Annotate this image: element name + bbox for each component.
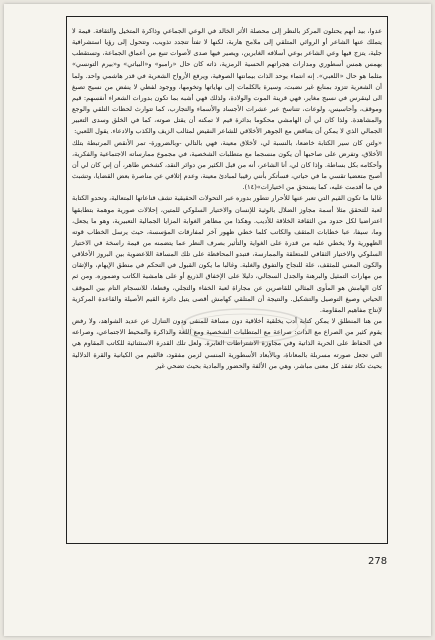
paragraph-3: غالبا ما تكون القيم التي تعبر عنها للأحرار تتطور بدوره عبر التحولات الحقيقية تشف قناعاتها المتعالية، وتحدو الكتابة لعبة للتحقق مثلا أسمة مجاوز الضلال بالوثية للإنسان والاختيار السلوكي للمتين، إحلالات صورية موهمة بتطابقها اعتراضيا لكل حدود من الثقافة الخلاقة للأديب. وهكذا من مظاهر الغوابة المزايا الجمالية التعبيرية، وهو ما يجعل، وما، سيفا، عبا خطابات المثقف والكاتب كلما خطي ظهور آخر لمفارقات المؤسسة، حيث يرسل الخطاب قوته الظهورية ولا يخطي عليه من قدرة على الغواية والتأثير بصرف النظر عما يتضمنه من قيمة راسخة في الاختيار السلوكي والاختيار الثقافي للمتعلقة والممارسة، فتبدو المحافظة على تلك المسافة اللاعضوية بين البروز الأخلاقي والكون المعني للمثقف، علة للنجاح والتفوق والغلبة. وغالبا ما يكون القبول في التحكم في منطق الإيهام، والإتقان من مهارات التمثيل والبرهنة والجدل السجالي، دليلا على الإخفاق الذريع أو على هامشية الكاتب وضموره. ومن ثم كان الهامش هو المأوى المثالي للقاصرين عن مجاراة لعبة الخفاء والتجلي، وقطعا، للانسجام التام بين الموقف الحياتي وصيغ التوصيل والتشكيل. والنتيجة أن المتلقي كهامش أقصى يتيل دائرة القيم الأصيلة والقاعدة المركزية لإنتاج مفاهيم المقاومة.	[72, 194, 382, 314]
paragraph-2-quote: «ولتن كان سير الكتابة خاضعا، بالنسبة لي، لأخلاق معينة، فهي بالتالي -وبالضرورة- تمر الأنقص المرتبطة بتلك الأخلاق، وتفرض على صاحبها أن يكون منسجما مع متطلبات الشخصية، في مجموع ممارساته الاجتماعية والفكرية، وأحكامه بكل بساطة. وإذا كان لي، أنا الشاعر، أنه من قبل الكثير من دوائر النقد، كشخص طاهر، أن إني كان لي أن أصبح متعضيا تقسي ما في حياتي، فسأتكر بأنني رقيبا لمبادئ معينة، وعدم إثلافي عن مناصرة بعض القضايا، وتشبث في ما أقدمت عليه، كما يستحق من اختيارات»(١٤).	[72, 138, 382, 192]
book-page	[4, 4, 431, 636]
page-number: 278	[368, 556, 388, 567]
body-text	[72, 26, 382, 372]
paragraph-4: من هنا المنطلق لا يمكن كتابة أدب يخلقية أخلاقية دون مسافة للمنفى ودون التنازل عن عديد الشواهد، ولا رفض يقوم كثير من الصراع مع الذات: صراعة مع المتطلبات الشخصية ومع اللغة والذاكرة والمحيط الاجتماعي، وصراعه في الحفاظ على الحرية الذاتية وفي مجاوزة الاشتراطات العابرة. ولعل تلك القدرة الاستثنائية للكاتب المقاوم هي التي تجعل صورته مسربلة بالمعاناة، وبالأبعاد الأسطورية المنسي لزمن مفقود، فالقيم من الكيانية والقرة الدلالية بحيث تكاد تفقد كل معنى مباشر، وهي من الألفة والحضور والمادية بحيث تضحي غير	[72, 317, 382, 370]
paragraph-1: عدوا، بيد أنهم يحتلون المركز بالنظر إلى محصلة الأثر الخالد في الوعي الجماعي وذاكرة المتخيل والثقافة. قيمة لا يتملك عنها الشاعر أو الروائي المتلقي إلى ملامح هاربة، لكنها لا تفتأ تتجدد تذويب، وتتحول إلى رؤيا استشرافية جلية، يتزج فيها وعي الشاعر بوعي أسلافه الغابرين، ويصير فيها صدى لأصوات تنبع من أعماق الجماعة، وتستقطب بهمس همس أسطوري ومدارات هجراتهم الحسية الرمزية، ذاته كان حال «رامبو» و«البياتي» و«بيرم التونسي» مثلما هو حال «اللعبي». إنه انتماء يوحد الذات بيمانتها الصوفية، ويرفع الأرواح الشعرية في قدر هاشمي واحد. ولما أن الشعرية تتزود بمنابع غير نضبت، وسيرة بالكلمات إلى نهاياتها وتخومها، ووجود لفظي لا ينفض من نسيج تصبغ الى لينقرس في نسيج مغاير، فهي قرينة الموت والولادة، ولذلك فهي أشبه بما تكون بدورات الشعراء أنفسهم: قيم وموقف، وأحاسيس، ولوعات، تتناسخ عبر عشرات الأجساد والأسماء والتجارب، كما تتوارث لحظات التلقي والوجع والمشاهدة. ولذا كان لي أن الهامشي محكوما بدائرة قيم لا تمكنه أن يقتل صوته، كما في الخلق وسدى التعبير الجمالي الذي لا يمكن أن يتناقض مع الجوهر الأخلاقي للشاعر النقيض لمثالب الزيف والكذب والادعاء. يقول اللعبي:	[72, 27, 382, 136]
